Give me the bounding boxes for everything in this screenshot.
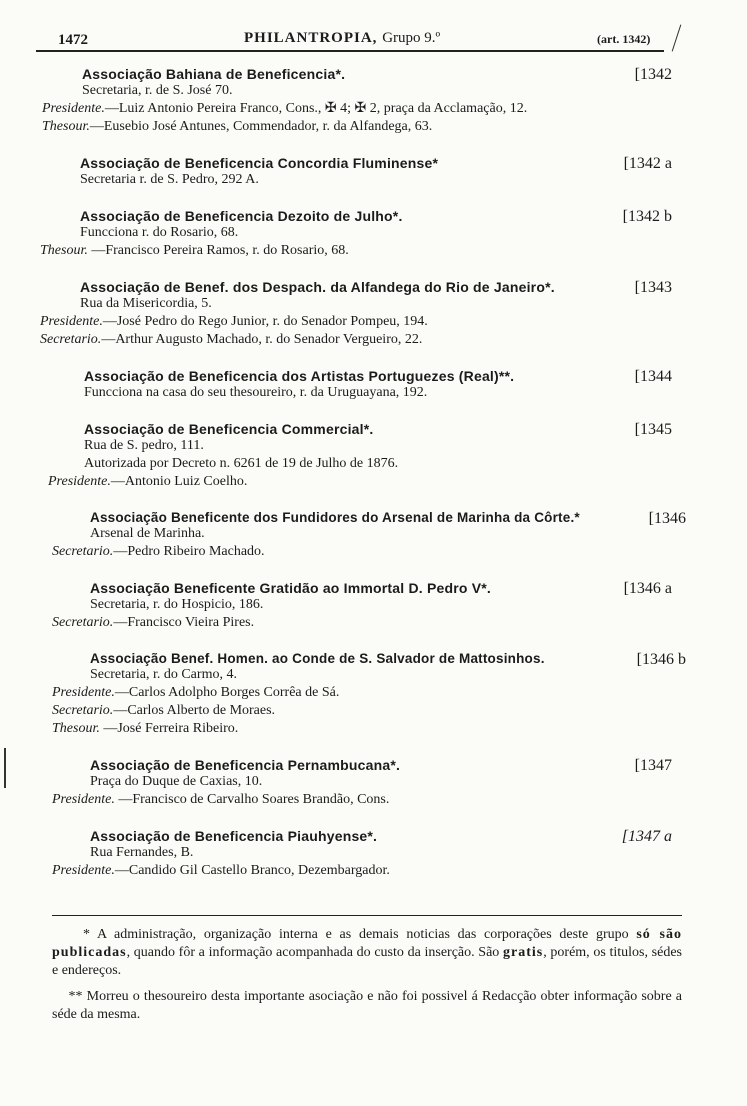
- footnote-1: * A administração, organização interna e as demais noticias das corporações deste grupo só são publicadas, quando fôr a informação acompanhada do custo da inserção. São gratis, porém, os titulos, sédes e endereços.: [52, 927, 683, 978]
- margin-mark-left: [4, 748, 6, 788]
- entry-line: Secretario.—Pedro Ribeiro Machado.: [52, 544, 265, 559]
- entry-title: Associação Benef. Homen. ao Conde de S. Salvador de Mattosinhos.: [90, 651, 545, 666]
- entry-title: Associação Beneficente Gratidão ao Immortal D. Pedro V*.: [90, 580, 491, 596]
- entry-line: Thesour. —Francisco Pereira Ramos, r. do Rosario, 68.: [40, 243, 349, 258]
- article-ref: (art. 1342): [597, 32, 651, 46]
- entry-number: [1342: [634, 66, 672, 83]
- group-label: Grupo 9.º: [382, 30, 441, 46]
- entry-title: Associação de Beneficencia Commercial*.: [84, 421, 374, 437]
- entry-title: Associação Bahiana de Beneficencia*.: [82, 66, 346, 82]
- entry-line: Presidente.—Antonio Luiz Coelho.: [48, 474, 248, 489]
- entry-title: Associação de Beneficencia Concordia Fluminense*: [80, 155, 439, 171]
- entry-number: [1346 a: [623, 580, 672, 597]
- entry: [40, 580, 680, 632]
- entry-title: Associação de Beneficencia Piauhyense*.: [90, 828, 378, 844]
- entry-line: Rua da Misericordia, 5.: [80, 296, 212, 311]
- entry-line: Thesour.—Eusebio José Antunes, Commendador, r. da Alfandega, 63.: [42, 119, 433, 134]
- entry-number: [1344: [634, 368, 672, 385]
- entry-title: Associação de Beneficencia Dezoito de Julho*.: [80, 208, 403, 224]
- entry-number: [1342 b: [622, 208, 672, 225]
- entry-number: [1347: [634, 757, 672, 774]
- entry-line: Rua Fernandes, B.: [90, 845, 194, 860]
- entry: [40, 368, 680, 402]
- section-title: [244, 30, 440, 47]
- footnote-2: ** Morreu o thesoureiro desta importante asociação e não foi possivel á Redacção obter informação sobre a séde da mesma.: [52, 989, 683, 1022]
- entry: [40, 510, 686, 561]
- entry-line: Secretaria, r. do Carmo, 4.: [90, 667, 237, 682]
- page-header: [34, 26, 684, 50]
- entry-line: Rua de S. pedro, 111.: [84, 438, 204, 453]
- entry-line: Presidente.—Candido Gil Castello Branco, Dezembargador.: [52, 863, 390, 878]
- entry-number: [1346: [648, 510, 686, 527]
- entry-line: Arsenal de Marinha.: [90, 526, 205, 541]
- header-rule: [36, 50, 664, 52]
- entry-line: Autorizada por Decreto n. 6261 de 19 de Julho de 1876.: [84, 456, 399, 471]
- section-title-text: PHILANTROPIA,: [244, 30, 378, 46]
- entry-line: Secretaria, r. de S. José 70.: [82, 83, 233, 98]
- entry: [40, 651, 686, 738]
- entry-line: Secretaria, r. do Hospicio, 186.: [90, 597, 264, 612]
- entry-number: [1343: [634, 279, 672, 296]
- entries-list: [40, 66, 686, 880]
- entry-line: Funcciona na casa do seu thesoureiro, r. da Uruguayana, 192.: [84, 385, 428, 400]
- entry-line: Presidente.—José Pedro do Rego Junior, r. do Senador Pompeu, 194.: [40, 314, 428, 329]
- entry-line: Secretario.—Arthur Augusto Machado, r. do Senador Vergueiro, 22.: [40, 332, 423, 347]
- entry: [40, 279, 680, 349]
- entry: [40, 757, 680, 809]
- entry-line: Secretario.—Carlos Alberto de Moraes.: [52, 703, 276, 718]
- entry-line: Presidente. —Francisco de Carvalho Soares Brandão, Cons.: [52, 792, 390, 807]
- entry: [40, 208, 680, 260]
- entry-line: Presidente.—Luiz Antonio Pereira Franco, Cons., ✠ 4; ✠ 2, praça da Acclamação, 12.: [42, 101, 528, 116]
- entry: [40, 828, 680, 880]
- entry: [42, 66, 680, 136]
- entry-title: Associação de Beneficencia dos Artistas Portuguezes (Real)**.: [84, 368, 515, 384]
- footnotes: [52, 926, 682, 1032]
- entry-line: Secretaria r. de S. Pedro, 292 A.: [80, 172, 259, 187]
- footnote-rule: [52, 915, 682, 916]
- entry-title: Associação de Beneficencia Pernambucana*.: [90, 757, 401, 773]
- entry-line: Praça do Duque de Caxias, 10.: [90, 774, 263, 789]
- entry-line: Presidente.—Carlos Adolpho Borges Corrêa de Sá.: [52, 685, 340, 700]
- page-number: 1472: [58, 32, 88, 48]
- entry-line: Funcciona r. do Rosario, 68.: [80, 225, 239, 240]
- entry-line: Secretario.—Francisco Vieira Pires.: [52, 615, 255, 630]
- entry-number: [1342 a: [623, 155, 672, 172]
- entry-number: [1346 b: [636, 651, 686, 668]
- entry: [40, 421, 680, 491]
- entry: [40, 155, 680, 189]
- entry-title: Associação de Benef. dos Despach. da Alfandega do Rio de Janeiro*.: [80, 279, 555, 295]
- entry-number: [1347 a: [621, 828, 672, 845]
- entry-line: Thesour. —José Ferreira Ribeiro.: [52, 721, 239, 736]
- entry-title: Associação Beneficente dos Fundidores do Arsenal de Marinha da Côrte.*: [90, 510, 580, 525]
- entry-number: [1345: [634, 421, 672, 438]
